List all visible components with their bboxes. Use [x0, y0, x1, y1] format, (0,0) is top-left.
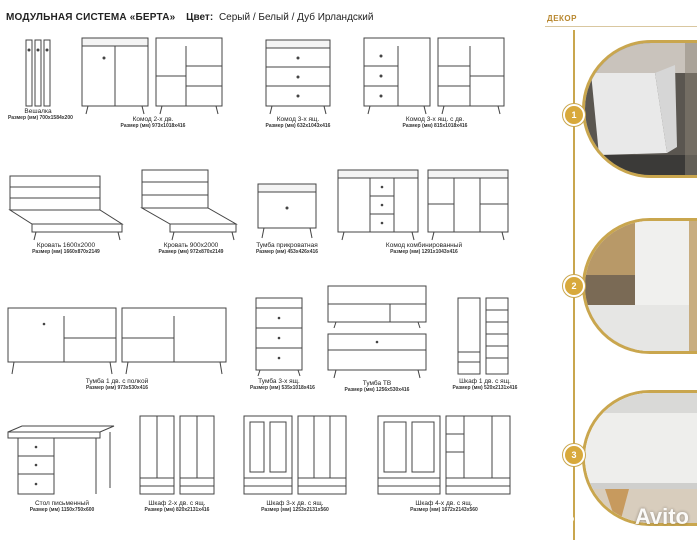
- dresser-2door-drawing: [78, 36, 228, 116]
- cabinet-1door-shelf-drawing: [4, 302, 230, 378]
- item-size: Размер (мм) 1150х750х600: [29, 507, 95, 513]
- nightstand-drawing: [252, 182, 322, 242]
- item-size: Размер (мм) 1291х1043х416: [390, 249, 458, 255]
- item-size: Размер (мм) 1672х2143х560: [410, 507, 478, 513]
- item-caption: Тумба 1 дв. с полкой: [85, 378, 149, 385]
- avito-logo-icon: [563, 504, 589, 524]
- item-size: Размер (мм) 535х1018х416: [250, 385, 315, 391]
- catalog-item-cabinet-1door-shelf: [4, 302, 230, 391]
- item-size: Размер (мм) 1253х2131х560: [261, 507, 329, 513]
- item-size: Размер (мм) 815х1018х416: [402, 123, 468, 129]
- bed-1600-drawing: [6, 170, 126, 242]
- tv-stand-drawing: [324, 284, 430, 380]
- item-caption: Кровать 1600х2000: [36, 242, 96, 249]
- item-caption: Комод комбинированный: [385, 242, 463, 249]
- item-caption: Тумба 3-х ящ.: [258, 378, 300, 385]
- catalog-item-bed-1600: [6, 170, 126, 255]
- item-caption: Шкаф 1 дв. с ящ.: [459, 378, 511, 385]
- catalog-item-hanger: [8, 38, 73, 121]
- item-caption: Тумба ТВ: [362, 380, 392, 387]
- color-label: Цвет:: [186, 12, 214, 23]
- page-header: [6, 12, 373, 23]
- catalog-item-desk: [4, 424, 120, 513]
- item-caption: Кровать 900х2000: [163, 242, 219, 249]
- decor-divider: [545, 26, 697, 27]
- decor-badge-3: 3: [563, 444, 585, 466]
- item-size: Размер (мм) 1660х870х2149: [32, 249, 100, 255]
- catalog-item-tv-stand: [324, 284, 430, 393]
- item-size: Размер (мм) 700х1584х200: [8, 115, 73, 121]
- avito-watermark: Avito: [634, 504, 689, 529]
- swatch-2-image: [585, 221, 697, 354]
- catalog-item-dresser-3drawer-door: [360, 36, 510, 129]
- item-size: Размер (мм) 973х1018х416: [120, 123, 186, 129]
- item-size: Размер (мм) 520х2131х416: [452, 385, 518, 391]
- item-size: Размер (мм) 973х530х416: [85, 385, 149, 391]
- wardrobe-1door-drawing: [450, 296, 520, 378]
- item-size: Размер (мм) 820х2131х416: [144, 507, 210, 513]
- item-caption: Комод 3-х ящ.: [276, 116, 320, 123]
- catalog-item-cabinet-3drawer: [250, 296, 315, 391]
- catalog-item-bed-900: [136, 168, 246, 255]
- catalog-item-dresser-2door: [78, 36, 228, 129]
- cabinet-3drawer-drawing: [250, 296, 308, 378]
- wardrobe-3door-drawing: [240, 414, 350, 500]
- catalog-item-combi-dresser: [334, 166, 514, 255]
- collection-title: МОДУЛЬНАЯ СИСТЕМА «БЕРТА»: [6, 12, 176, 23]
- combi-dresser-drawing: [334, 166, 514, 242]
- decor-title: ДЕКОР: [547, 14, 577, 23]
- item-size: Размер (мм) 972х870х2149: [158, 249, 224, 255]
- catalog-item-wardrobe-4door: [374, 414, 514, 513]
- item-caption: Стол письменный: [34, 500, 90, 507]
- item-caption: Комод 2-х дв.: [132, 116, 174, 123]
- wardrobe-2door-drawing: [136, 414, 218, 500]
- item-size: Размер (мм) 632х1043х416: [265, 123, 331, 129]
- item-size: Размер (мм) 1256х530х416: [344, 387, 410, 393]
- catalog-item-wardrobe-3door: [240, 414, 350, 513]
- item-caption: Вешалка: [24, 108, 52, 115]
- catalog-item-wardrobe-2door: [136, 414, 218, 513]
- catalog-item-nightstand: [252, 182, 322, 255]
- catalog-item-wardrobe-1door: [450, 296, 520, 391]
- color-value: Серый / Белый / Дуб Ирландский: [218, 12, 374, 23]
- bed-900-drawing: [136, 168, 246, 242]
- item-caption: Тумба прикроватная: [256, 242, 318, 249]
- item-caption: Шкаф 3-х дв. с ящ.: [266, 500, 324, 507]
- swatch-1-image: [585, 43, 697, 178]
- dresser-3drawer-door-drawing: [360, 36, 510, 116]
- item-caption: Комод 3-х ящ. с дв.: [405, 116, 465, 123]
- catalog-item-dresser-3drawer: [258, 38, 338, 129]
- decor-badge-2: 2: [563, 275, 585, 297]
- wardrobe-4door-drawing: [374, 414, 514, 500]
- dresser-3drawer-drawing: [258, 38, 338, 116]
- item-size: Размер (мм) 453х426х416: [255, 249, 319, 255]
- hanger-drawing: [8, 38, 68, 108]
- item-caption: Шкаф 4-х дв. с ящ.: [415, 500, 473, 507]
- decor-badge-1: 1: [563, 104, 585, 126]
- desk-drawing: [4, 424, 120, 500]
- item-caption: Шкаф 2-х дв. с ящ.: [148, 500, 206, 507]
